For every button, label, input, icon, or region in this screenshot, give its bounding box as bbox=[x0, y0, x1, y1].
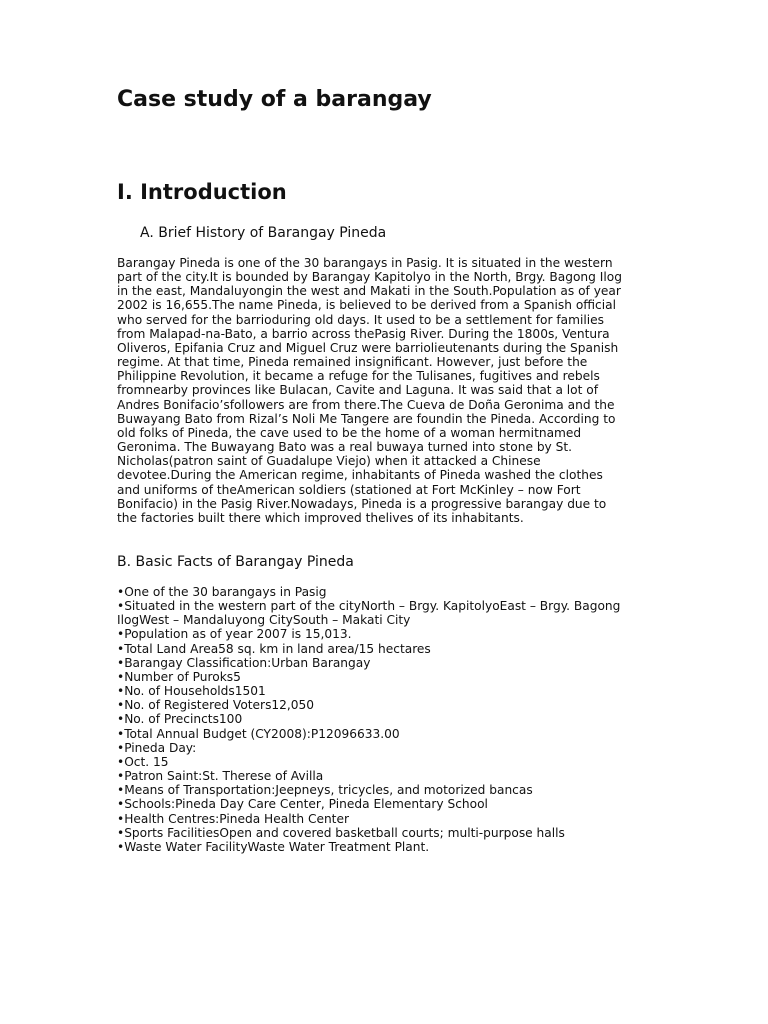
fact-item: •Population as of year 2007 is 15,013. bbox=[117, 627, 352, 642]
fact-item: •Barangay Classification:Urban Barangay bbox=[117, 655, 371, 670]
fact-item: •Schools:Pineda Day Care Center, Pineda Elementary School bbox=[117, 797, 488, 812]
fact-item: •Waste Water FacilityWaste Water Treatment Plant. bbox=[117, 839, 430, 854]
subsection-heading-basic-facts: B. Basic Facts of Barangay Pineda bbox=[117, 554, 354, 570]
fact-item: •No. of Households1501 bbox=[117, 684, 266, 699]
fact-item: •Number of Puroks5 bbox=[117, 669, 241, 684]
fact-item: •Sports FacilitiesOpen and covered basketball courts; multi-purpose halls bbox=[117, 825, 565, 840]
subsection-heading-history: A. Brief History of Barangay Pineda bbox=[140, 225, 387, 241]
fact-item: •Oct. 15 bbox=[117, 754, 169, 769]
fact-item: •Total Land Area58 sq. km in land area/15 hectares bbox=[117, 641, 431, 656]
fact-item: •One of the 30 barangays in Pasig bbox=[117, 585, 327, 599]
fact-item: •Situated in the western part of the cityNorth – Brgy. KapitolyoEast – Brgy. Bagong IlogWest – Mandaluyong CitySouth – Makati City bbox=[117, 599, 621, 628]
fact-item: •No. of Registered Voters12,050 bbox=[117, 698, 315, 713]
fact-item: •Health Centres:Pineda Health Center bbox=[117, 811, 349, 826]
fact-item: •Patron Saint:St. Therese of Avilla bbox=[117, 769, 324, 784]
basic-facts-list bbox=[117, 585, 662, 854]
history-paragraph: Barangay Pineda is one of the 30 barangays in Pasig. It is situated in the western part of the city.It is bounded by Barangay Kapitolyo in the North, Brgy. Bagong Ilog in the east, Mandaluyongin the west and Makati in the South.Population as of year 2002 is 16,655.The name Pineda, is believed to be derived from a Spanish official who served for the barrioduring old days. It used to be a settlement for families from Malapad-na-Bato, a barrio across thePasig River. During the 1800s, Ventura Oliveros, Epifania Cruz and Miguel Cruz were barriolieutenants during the Spanish regime. At that time, Pineda remained insignificant. However, just before the Philippine Revolution, it became a refuge for the Tulisanes, fugitives and rebels fromnearby provinces like Bulacan, Cavite and Laguna. It was said that a lot of Andres Bonifacio’sfollowers are from there.The Cueva de Doña Geronima and the Buwayang Bato from Rizal’s Noli Me Tangere are foundin the Pineda. According to old folks of Pineda, the cave used to be the home of a woman hermitnamed Geronima. The Buwayang Bato was a real buwaya turned into stone by St. Nicholas(patron saint of Guadalupe Viejo) when it attacked a Chinese devotee.During the American regime, inhabitants of Pineda washed the clothes and uniforms of theAmerican soldiers (stationed at Fort McKinley – now Fort Bonifacio) in the Pasig River.Nowadays, Pineda is a progressive barangay due to the factories built there which improved thelives of its inhabitants. bbox=[117, 256, 622, 525]
fact-item: •No. of Precincts100 bbox=[117, 712, 243, 727]
section-heading-introduction: I. Introduction bbox=[117, 180, 287, 204]
fact-item: •Total Annual Budget (CY2008):P12096633.00 bbox=[117, 726, 400, 741]
document-title: Case study of a barangay bbox=[117, 87, 432, 112]
fact-item: •Pineda Day: bbox=[117, 740, 197, 755]
fact-item: •Means of Transportation:Jeepneys, tricycles, and motorized bancas bbox=[117, 783, 533, 798]
